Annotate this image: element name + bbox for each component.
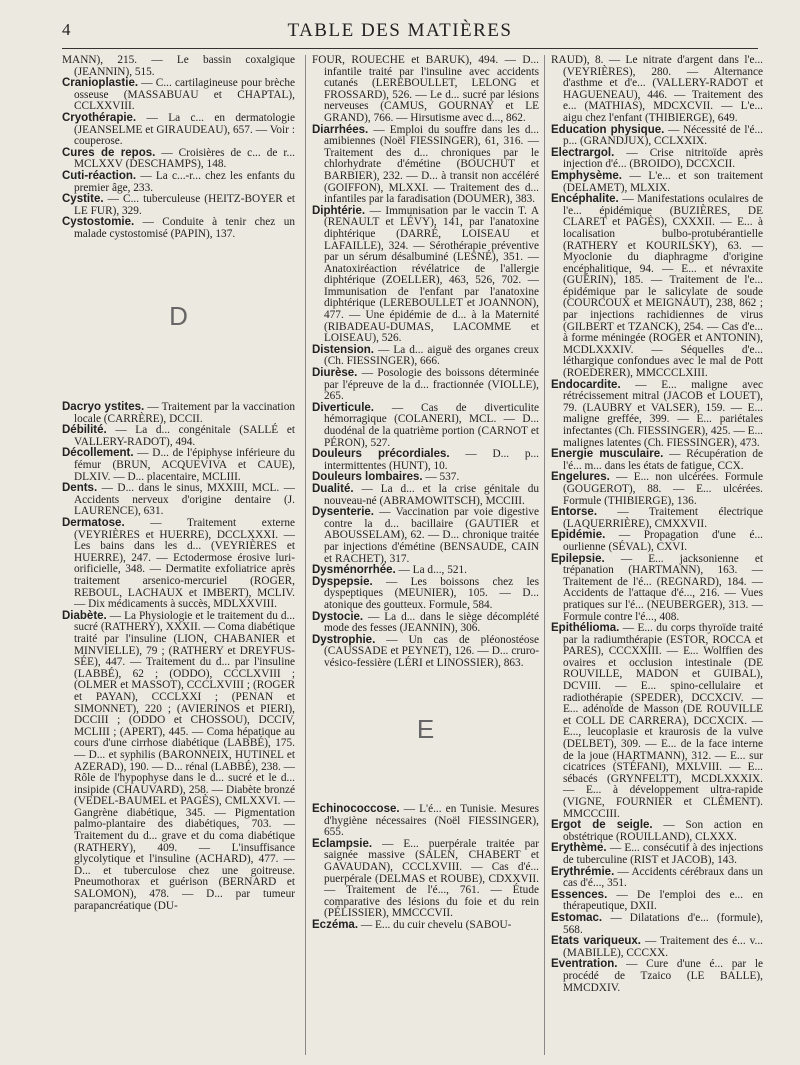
entry-headword: Diarrhées. [312, 123, 369, 136]
index-entry [62, 148, 295, 171]
entry-text: — Emploi du souffre dans les d... amibiennes (Noël FIESSINGER), 61, 316. — Traitement des d... chroniques par le chlorhydrate d'émétine (BOUCHUT et BARBIER), 232. — D... à transit non accéléré (GOIFFON), MLXXI. — Traitement des d... infantiles par la faradisation (DOUMER), 383. [324, 123, 539, 206]
entry-headword: Diverticule. [312, 401, 374, 414]
index-entry [312, 839, 539, 920]
index-entry [551, 125, 763, 148]
entry-text: — Traitement par la vaccination locale (CARRÈRE), DCCII. [74, 401, 295, 425]
index-entry [62, 113, 295, 148]
entry-text: — La Physiologie et le traitement du d... sucré (RATHERY), XXXII. — Coma diabétique traité par l'insuline (LION, CHABANIER et MINVIELLE), 79 ; (RATHERY et DREYFUS-SÉE), 447. — Traitement du d... par l'insuline (LABBÉ), 62 ; (ODDO), CCCLXVIII ; (OLMER et MASSOT), CCCLXVIII ; (ROGER et PAYAN), CCCLXXI ; (PENAN et SIMONNET), 220 ; (AVIERINOS et PIERI), DCCIII ; (ODDO et CHOSSOU), DCCIV, MCLIII ; (APERT), 445. — Coma hépatique au cours d'une cirrhose diabétique (LABBÉ), 175. — D... et syphilis (BARONNEIX, HUTINEL et AZERAD), 190. — D... rénal (LABBÉ), 238. — Rôle de l'hypophyse dans le d... sucré et le d... insipide (CHAUVARD), 258. — Diabète bronzé (VEDEL-BAUMEL et PAGÈS), CMLXXVI. — Gangrène diabétique, 345. — Pigmentation palmo-plantaire des diabétiques, 703. — Traitement du d... grave et du coma diabétique (RATHERY), 409. — L'insuffisance glycolytique et l'insuline (ACHARD), 477. — D... et tuberculose chez une goitreuse. Pneumothorax et guérison (BERNARD et SALOMON), 478. — D... par tumeur parapancréatique (DU- [74, 609, 295, 912]
entry-headword: Dyspepsie. [312, 575, 373, 588]
entry-headword: Electrargol. [551, 146, 615, 159]
entry-text: — Propagation d'une é... ourlienne (SÉVAL), CXVI. [563, 529, 763, 553]
entry-text: — Traitement des é... v... (MABILLE), CCCXX. [563, 935, 763, 959]
entry-headword: Etats variqueux. [551, 935, 641, 948]
entry-headword: Essences. [551, 888, 608, 901]
page-number: 4 [62, 20, 71, 39]
entry-text: — Cure d'une é... par le procédé de Tzaico (LE BALLE), MMCDXIV. [563, 958, 763, 994]
index-entry [62, 78, 295, 113]
entry-text: — E... puerpérale traitée par saignée massive (SALEN, CHABERT et GAVAUDAN), CCCLXVIII. — Cas d'é... puerpérale (DELMAS et ROUBE), CDXXVII. — Traitement de l'é..., 761. — Étude comparative des lésions du foie et du rein (PÉLISSIER), MMCCCVII. [324, 837, 539, 920]
entry-headword: Ergot de seigle. [551, 819, 653, 832]
index-entry [551, 890, 763, 913]
entry-headword: Erythrémie. [551, 865, 615, 878]
entry-headword: Débilité. [62, 424, 107, 437]
entry-text: — Récupération de l'é... m... dans les états de fatigue, CCX. [563, 448, 763, 472]
entry-text: — La d... aiguë des organes creux (Ch. FIESSINGER), 666. [324, 343, 539, 368]
entry-text: — E... consécutif à des injections de tuberculine (RIST et JACOB), 143. [563, 842, 763, 866]
index-entry [62, 55, 295, 78]
index-entry [312, 507, 539, 565]
entry-text: — 537. [422, 471, 460, 484]
index-entry [62, 518, 295, 611]
entry-headword: Diurèse. [312, 367, 358, 380]
entry-text: — C... cartilagineuse pour brèche osseuse (MASSABUAU et CHAPTAL), CCLXXVIII. [74, 77, 295, 113]
entry-text: — Posologie des boissons déterminée par l'épreuve de la d... fractionnée (VIOLLE), 265. [324, 367, 539, 403]
entry-text: — La c...-r... chez les enfants du premier âge, 233. [74, 169, 295, 194]
entry-headword: Dystrophie. [312, 633, 376, 646]
entry-text: — Dilatations d'e... (formule), 568. [563, 911, 763, 936]
column-3 [544, 55, 763, 1055]
entry-text: — La d..., 521. [395, 564, 467, 577]
entry-text: — D... dans le sinus, MXXIII, MCL. — Accidents nerveux d'origine dentaire (J. LAURENCE), 631. [74, 482, 295, 518]
index-entry [312, 484, 539, 507]
index-entry [312, 804, 539, 839]
index-entry [551, 959, 763, 994]
entry-text: — Vaccination par voie digestive contre la d... bacillaire (GAUTIER et ABOUSSELAM), 62. — D... chronique traitée par injections d'émétine (BENSAUDE, CAIN et RACHET), 317. [324, 506, 539, 565]
section-letter: D [169, 300, 188, 331]
entry-headword: Encéphalite. [551, 193, 619, 206]
entry-text: — E... jacksonienne et trépanation (HARTMANN), 163. — Traitement de l'é... (REGNARD), 184. — Accidents de l'attaque d'é..., 216. — Vues pratiques sur l'é... (NEUBERGER), 313. — Formule contre l'é..., 408. [563, 552, 763, 623]
index-entry [62, 483, 295, 518]
entry-text: — La d... congénitale (SALLÉ et VALLERY-RADOT), 494. [74, 424, 295, 448]
entry-text: RAUD), 8. — Le nitrate d'argent dans l'e... (VEYRIÈRES), 280. — Alternance d'asthme et d'e... (VALLERY-RADOT et HAGUENEAU), 446. — Traitement des e... (MATHIAS), MDCXCVII. — L'e... aigu chez l'enfant (THIBIERGE), 649. [551, 55, 763, 124]
index-entry [312, 920, 539, 932]
entry-headword: Erythème. [551, 842, 607, 855]
index-entry [312, 577, 539, 612]
index-entry [551, 148, 763, 171]
section-letter: E [416, 714, 435, 745]
entry-headword: Estomac. [551, 911, 603, 924]
entry-headword: Engelures. [551, 471, 610, 484]
index-entry [62, 448, 295, 483]
entry-headword: Dualité. [312, 482, 354, 495]
index-entry [62, 402, 295, 425]
entry-headword: Emphysème. [551, 169, 622, 182]
entry-text: — Traitement électrique (LAQUERRIÈRE), CMXXVII. [563, 506, 763, 530]
index-entry [312, 125, 539, 206]
entry-text: — La d... et la crise génitale du nouveau-né (ABRAMOWITSCH), MCCIII. [324, 482, 539, 507]
entry-headword: Endocardite. [551, 378, 621, 391]
index-entry [551, 530, 763, 553]
index-entry [551, 507, 763, 530]
entry-headword: Cuti-réaction. [62, 169, 137, 182]
entry-text: — Un cas de pléonostéose (CAUSSADE et PEYNET), 126. — D... cruro-vésico-fessière (LÉRI et LINOSSIER), 863. [324, 633, 539, 669]
entry-text: — Cas de diverticulite hémorragique (COLANERI), MCL. — D... duodénal de la quatrième portion (CARNOT et PÉRON), 527. [324, 401, 539, 449]
index-entry [551, 820, 763, 843]
entry-headword: Dysenterie. [312, 506, 375, 519]
entry-headword: Dermatose. [62, 517, 125, 530]
entry-headword: Education physique. [551, 123, 665, 136]
index-entry [312, 449, 539, 472]
entry-headword: Douleurs lombaires. [312, 471, 423, 484]
index-entry [62, 171, 295, 194]
entry-text: — D... de l'épiphyse inférieure du fémur (BRUN, ACQUEVIVA et CAUE), DLXIV. — D... placentaire, MCLIII. [74, 447, 295, 483]
index-entry [312, 368, 539, 403]
entry-text: — Croisières de c... de r... MCLXXV (DESCHAMPS), 148. [74, 146, 295, 171]
entry-text: — La d... dans le siège décomplété mode des fesses (JEANNIN), 306. [324, 610, 539, 635]
entry-headword: Cures de repos. [62, 146, 156, 159]
entry-text: — La c... en dermatologie (JEANSELME et GIRAUDEAU), 657. — Voir : couperose. [74, 111, 295, 148]
entry-text: — Son action en obstétrique (ROUILLAND), CLXXX. [563, 819, 763, 843]
header-rule [62, 48, 758, 49]
entry-text: FOUR, ROUÈCHE et BARUK), 494. — D... infantile traité par l'insuline avec accidents cutanés (LEREBOULLET, LELONG et FROSSARD), 526. — Le d... sucré par lésions nerveuses (CAMUS, GOURNAY et LE GRAND), 766. — Hirsutisme avec d..., 862. [312, 55, 539, 124]
index-entry [551, 936, 763, 959]
entry-headword: Dents. [62, 482, 98, 495]
entry-headword: Distension. [312, 343, 374, 356]
entry-headword: Cystite. [62, 193, 104, 206]
index-entry [312, 55, 539, 125]
entry-text: — C... tuberculeuse (HEITZ-BOYER et LE FUR), 329. [74, 193, 295, 217]
entry-headword: Eventration. [551, 958, 618, 971]
column-1 [62, 55, 295, 1055]
entry-headword: Entorse. [551, 506, 598, 519]
entry-text: — E... non ulcérées. Formule (GOUGEROT), 88. — E... ulcérées. Formule (THIBIERGE), 136. [563, 471, 763, 507]
column-2 [305, 55, 539, 1055]
entry-headword: Energie musculaire. [551, 448, 664, 461]
index-entry [312, 345, 539, 368]
index-entry [551, 449, 763, 472]
entry-text: — Manifestations oculaires de l'e... épidémique (BUZIÈRES, DE CLARET et PAGÈS), CXXXII. — E... à localisation bulbo-protubérantielle (RATHERY et KOURILSKY), 63. — Myoclonie du diaphragme d'origine encéphalitique, 94. — E... et névraxite (GUÉRIN), 185. — Traitement de l'e... épidémique par le salicylate de soude (COURCOUX et MEIGNAUT), 238, 862 ; par injections rachidiennes de virus (GILBERT et TZANCK), 254. — Cas d'e... à forme méningée (ROGER et ANTONIN), MCDLXXXIV. — Séquelles d'e... léthargique confondues avec le mal de Pott (ROEDERER), MMCCCLXIII. [563, 193, 763, 380]
page-title: TABLE DES MATIÈRES [287, 20, 513, 41]
entry-text: — Nécessité de l'é... p... (GRANDJUX), CCLXXIX. [563, 123, 763, 148]
entry-headword: Eczéma. [312, 919, 359, 931]
entry-headword: Cystostomie. [62, 216, 135, 229]
index-entry [551, 171, 763, 194]
index-entry [62, 425, 295, 448]
index-entry [62, 217, 295, 240]
entry-headword: Epilepsie. [551, 552, 605, 565]
index-entry [551, 55, 763, 125]
entry-headword: Epithélioma. [551, 622, 620, 635]
entry-headword: Diabète. [62, 609, 107, 622]
index-entry [62, 611, 295, 912]
entry-headword: Dystocie. [312, 610, 364, 623]
entry-text: — E... du corps thyroïde traité par la radiumthérapie (ESTOR, ROCCA et PARES), CCCXXIII. — E... Wolffien des ovaires et occlusion intestinale (DE ROUVILLE, MADON et GUIBAL), DCVIII. — E... spino-cellulaire et radiothérapie (SPEDER), DCCXCIV. — E... adénoïde de Masson (DE ROUVILLE et COLL DE CARRERA), DCCXCIX. — E..., leucoplasie et kraurosis de la vulve (DELBET), 309. — E... de la face interne de la joue (HARTMANN), 312. — E... sur cicatrices (STÉFANI), MXLVIII. — E... sébacés (GRYNFELTT), MCDLXXXIX. — E... à développement ultra-rapide (VIGNE, FOURNIER et CLÉMENT). MMCCCIII. [563, 622, 763, 820]
entry-text: — L'e... et son traitement (DELAMET), MLXIX. [563, 169, 763, 194]
entry-headword: Cryothérapie. [62, 111, 137, 124]
entry-text: — D... p... intermittentes (HUNT), 10. [324, 448, 539, 472]
index-entry [551, 472, 763, 507]
index-entry [312, 612, 539, 635]
index-entry [62, 194, 295, 217]
entry-headword: Douleurs précordiales. [312, 448, 450, 461]
entry-headword: Dysménorrhée. [312, 564, 396, 577]
index-entry [551, 623, 763, 820]
entry-headword: Cranioplastie. [62, 77, 139, 90]
entry-text: — E... maligne avec rétrécissement mitral (JACOB et LOUET), 79. (LAUBRY et VALSER), 159. — E... maligne greffée, 399. — E... pariétales infectantes (Ch. FIESSINGER), 425. — E... malignes latentes (Ch. FIESSINGER), 473. [563, 378, 763, 449]
index-entry [551, 843, 763, 866]
index-entry [312, 635, 539, 670]
entry-text: — De l'emploi des e... en thérapeutique, DXII. [563, 888, 763, 913]
entry-text: — Crise nitritoïde après injection d'é... (BROIDO), DCCXCII. [563, 146, 763, 171]
entry-text: — L'é... en Tunisie. Mesures d'hygiène nécessaires (Noël FIESSINGER), 655. [324, 803, 539, 839]
index-entry [312, 206, 539, 345]
entry-headword: Epidémie. [551, 529, 606, 542]
entry-headword: Décollement. [62, 447, 134, 460]
index-entry [551, 194, 763, 380]
index-entry [312, 403, 539, 449]
entry-text: — Conduite à tenir chez un malade cystostomisé (PAPIN), 137. [74, 216, 295, 240]
entry-text: — Immunisation par le vaccin T. A (RENAULT et LÉVY), 141, par l'anatoxine diphtérique (DARRÉ, LOISEAU et LAFAILLE), 324. — Sérothérapie préventive par un sérum désalbuminé (LESNÉ), 351. — Anatoxiréaction révélatrice de l'allergie diphtérique (ZOELLER), 463, 526, 702. — Immunisation de l'enfant par l'anatoxine diphtérique (LEREBOULLET et JOANNON), 477. — Une épidémie de d... à la Maternité (RIBADEAU-DUMAS, LACOMME et LOISEAU), 526. [324, 204, 539, 345]
entry-text: MANN), 215. — Le bassin coxalgique (JEANNIN), 515. [62, 55, 295, 78]
entry-text: — Les boissons chez les dyspeptiques (MEUNIER), 105. — D... atonique des goutteux. Formule, 584. [324, 575, 539, 611]
entry-headword: Diphtérie. [312, 204, 366, 217]
index-entry [551, 913, 763, 936]
index-entry [551, 867, 763, 890]
entry-headword: Eclampsie. [312, 837, 373, 850]
index-entry [551, 554, 763, 624]
entry-headword: Dacryo ystites. [62, 401, 145, 414]
entry-text: — E... du cuir chevelu (SABOU- [358, 919, 512, 931]
entry-text: — Traitement externe (VEYRIÈRES et HUERRE), DCCLXXXI. — Les bains dans les d... (VEYRIÈRES et HUERRE), 247. — Ectodermose érosive luri-orificielle, 348. — Dermatite exfoliatrice après traitement arsenico-mercuriel (ROGER, REBOUL, LACHAUX et IMBERT), MCLIV. — Dix médicaments à succès, MDLXXVIII. [74, 517, 295, 611]
index-entry [551, 380, 763, 450]
entry-text: — Accidents cérébraux dans un cas d'é..., 351. [563, 865, 763, 890]
entry-headword: Echinococcose. [312, 803, 400, 816]
